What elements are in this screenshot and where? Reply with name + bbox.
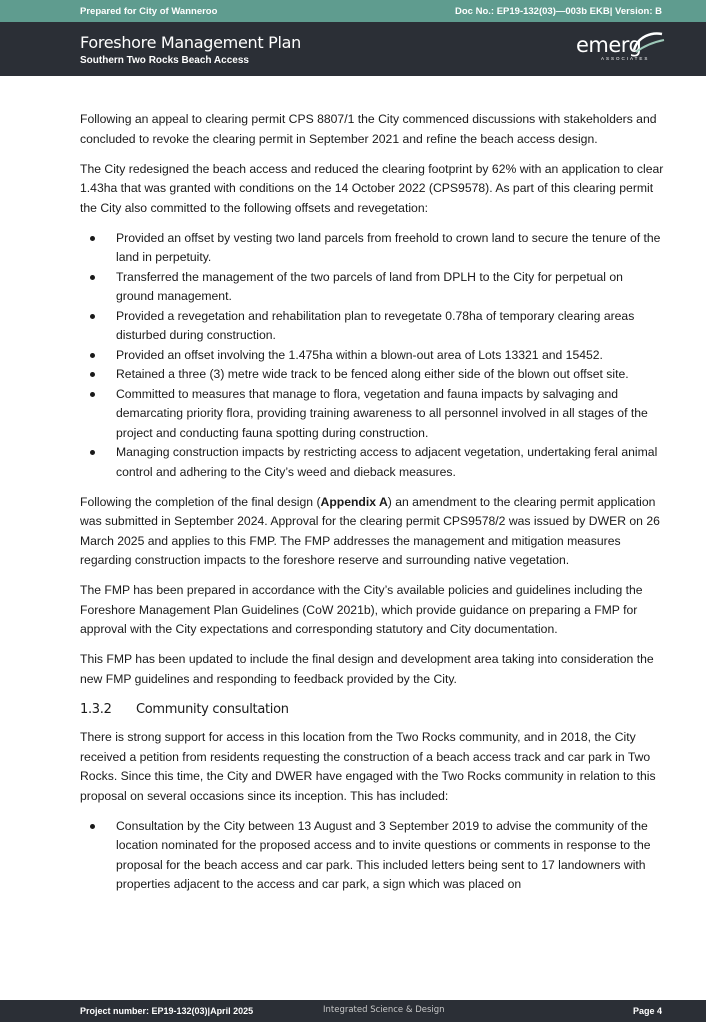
top-banner xyxy=(0,0,706,22)
paragraph: The City redesigned the beach access and reduced the clearing footprint by 62% with an application to clear 1.43ha that was granted with conditions on the 14 October 2022 (CPS9578). As part of this clearing permit the City also committed to the following offsets and revegetation: xyxy=(80,161,664,215)
document-subtitle: Southern Two Rocks Beach Access xyxy=(80,55,249,66)
offsets-list xyxy=(80,229,664,483)
document-title: Foreshore Management Plan xyxy=(80,33,301,52)
appendix-reference: Appendix A xyxy=(320,494,388,509)
list-item: Provided an offset by vesting two land parcels from freehold to crown land to secure the tenure of the land in perpetuity. xyxy=(80,229,664,268)
consultation-list xyxy=(80,817,664,895)
logo-wordmark: emerg xyxy=(576,33,642,57)
paragraph: There is strong support for access in this location from the Two Rocks community, and in 2018, the City received a petition from residents requesting the construction of a beach access track and car park in Two Rocks. Since this time, the City and DWER have engaged with the Two Rocks community in relation to this proposal on several occasions since its inception. This has included: xyxy=(80,730,656,803)
footer-tagline: Integrated Science & Design xyxy=(323,1005,445,1015)
list-item: Managing construction impacts by restricting access to adjacent vegetation, undertaking feral animal control and adhering to the City’s weed and dieback measures. xyxy=(80,443,664,482)
page-body xyxy=(80,110,664,905)
list-item: Transferred the management of the two parcels of land from DPLH to the City for perpetual on ground management. xyxy=(80,268,664,307)
document-number: Doc No.: EP19-132(03)—003b EKB| Version: B xyxy=(455,5,662,17)
list-item: Consultation by the City between 13 August and 3 September 2019 to advise the community of the location nominated for the proposed access and to invite questions or comments in response to the proposal for the beach access and car park. This included letters being sent to 17 landowners with properties adjacent to the access and car park, a sign which was placed on xyxy=(80,817,664,895)
list-item: Provided a revegetation and rehabilitation plan to revegetate 0.78ha of temporary clearing areas disturbed during construction. xyxy=(80,307,664,346)
text-run: Following the completion of the final design ( xyxy=(80,494,321,509)
emerge-logo xyxy=(576,34,666,64)
logo-swoosh-icon xyxy=(628,30,668,56)
page-footer xyxy=(0,1000,706,1022)
list-item: Committed to measures that manage to flora, vegetation and fauna impacts by salvaging and demarcating priority flora, providing training awareness to all personnel involved in all stages of the project and conducting fauna spotting during construction. xyxy=(80,385,664,444)
section-heading xyxy=(80,700,664,720)
paragraph xyxy=(80,493,664,571)
paragraph: This FMP has been updated to include the final design and development area taking into consideration the new FMP guidelines and responding to feedback provided by the City. xyxy=(80,652,654,686)
paragraph: Following an appeal to clearing permit CPS 8807/1 the City commenced discussions with stakeholders and concluded to revoke the clearing permit in September 2021 and refine the beach access design. xyxy=(80,112,657,146)
list-item: Provided an offset involving the 1.475ha within a blown-out area of Lots 13321 and 15452. xyxy=(80,346,664,366)
prepared-for-label: Prepared for City of Wanneroo xyxy=(80,5,218,17)
text-run: ) an amendment to the clearing permit application was submitted in September 2024. Approval for the clearing permit CPS9578/2 was issued by DWER on 26 March 2025 and applies to this FMP. The FMP addresses the management and mitigation measures regarding construction impacts to the foreshore reserve and surrounding native vegetation. xyxy=(80,494,660,567)
project-number: Project number: EP19-132(03)|April 2025 xyxy=(80,1006,254,1016)
logo-subtext: ASSOCIATES xyxy=(601,56,650,61)
section-title: Community consultation xyxy=(136,701,289,717)
section-number: 1.3.2 xyxy=(80,701,112,717)
paragraph: The FMP has been prepared in accordance with the City’s available policies and guidelines including the Foreshore Management Plan Guidelines (CoW 2021b), which provide guidance on preparing a FMP for approval with the City expectations and corresponding statutory and City documentation. xyxy=(80,583,643,636)
list-item: Retained a three (3) metre wide track to be fenced along either side of the blown out offset site. xyxy=(80,365,664,385)
page-number: Page 4 xyxy=(632,1006,662,1016)
